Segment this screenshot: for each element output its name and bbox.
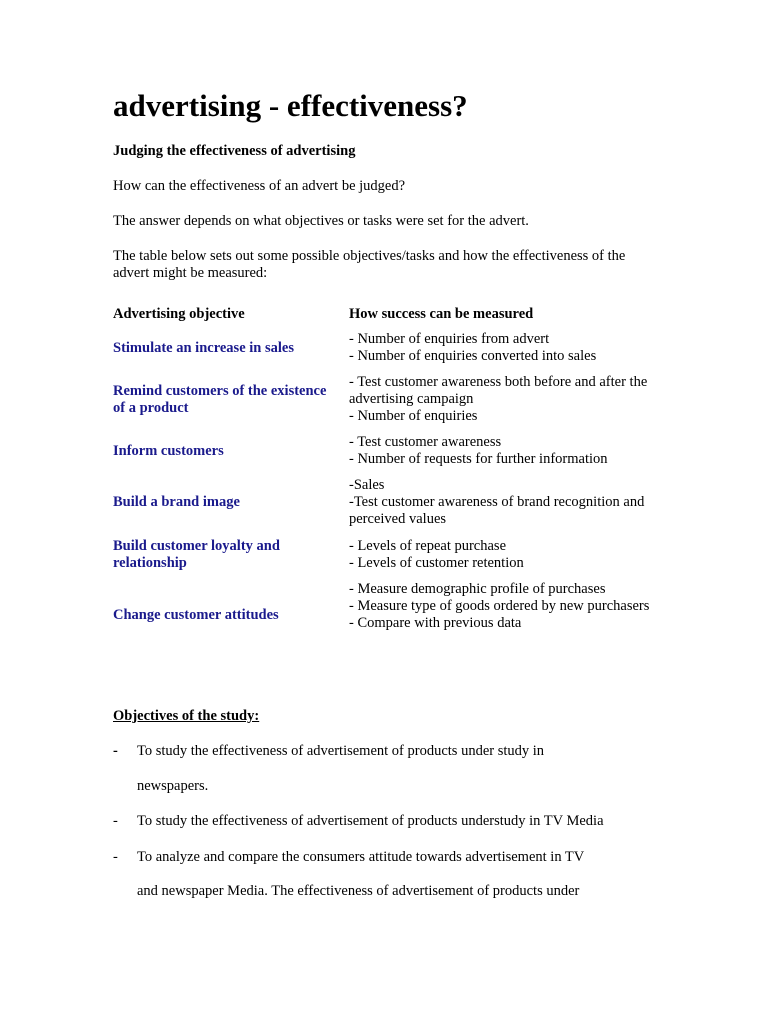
intro-paragraph-2: The answer depends on what objectives or tasks were set for the advert.	[113, 213, 529, 229]
measure-item: -Test customer awareness of brand recognition and perceived values	[349, 494, 645, 527]
measure-item: - Number of enquiries converted into sales	[349, 348, 597, 364]
bullet-dash: -	[113, 849, 118, 865]
list-item: To study the effectiveness of advertisement of products under study in	[137, 743, 545, 759]
measure-item: - Measure type of goods ordered by new purchasers	[349, 598, 650, 614]
measure-item: - Compare with previous data	[349, 615, 522, 631]
table-row-objective: Build a brand image	[113, 494, 240, 510]
bullet-dash: -	[113, 813, 118, 829]
measure-item: - Levels of customer retention	[349, 555, 524, 571]
table-row-objective: Inform customers	[113, 442, 224, 459]
measure-item: - Measure demographic profile of purchases	[349, 581, 606, 597]
table-header-measure: How success can be measured	[349, 306, 534, 322]
table-row-measures	[349, 581, 654, 632]
list-item: To analyze and compare the consumers attitude towards advertisement in TV	[137, 849, 585, 865]
section-subheading: Judging the effectiveness of advertising	[113, 143, 356, 159]
table-row-measures	[349, 538, 654, 572]
table-row-objective: Change customer attitudes	[113, 606, 279, 623]
measure-item: - Test customer awareness	[349, 434, 502, 450]
measure-item: - Test customer awareness both before and after the advertising campaign	[349, 374, 648, 407]
table-row-measures	[349, 434, 654, 468]
table-header-objective: Advertising objective	[113, 306, 245, 322]
list-item: To study the effectiveness of advertisement of products understudy in TV Media	[137, 813, 604, 829]
table-row-objective: Stimulate an increase in sales	[113, 339, 294, 356]
intro-paragraph-3: The table below sets out some possible objectives/tasks and how the effectiveness of the advert might be measured:	[113, 248, 626, 281]
bullet-dash: -	[113, 743, 118, 759]
objectives-heading: Objectives of the study:	[113, 708, 260, 724]
table-row-measures	[349, 477, 654, 528]
table-row-objective: Build customer loyalty and relationship	[113, 538, 280, 571]
table-row-objective: Remind customers of the existence of a product	[113, 382, 327, 416]
list-item-continuation: and newspaper Media. The effectiveness of advertisement of products under	[137, 883, 580, 899]
intro-paragraph-1: How can the effectiveness of an advert be judged?	[113, 178, 406, 194]
measure-item: - Number of enquiries	[349, 408, 478, 424]
measure-item: - Number of enquiries from advert	[349, 331, 550, 347]
page-title: advertising - effectiveness?	[113, 88, 468, 123]
list-item-continuation: newspapers.	[137, 778, 209, 794]
measure-item: - Levels of repeat purchase	[349, 538, 507, 554]
table-row-measures	[349, 331, 654, 365]
measure-item: -Sales	[349, 477, 385, 493]
measure-item: - Number of requests for further information	[349, 451, 608, 467]
table-row-measures	[349, 374, 654, 425]
